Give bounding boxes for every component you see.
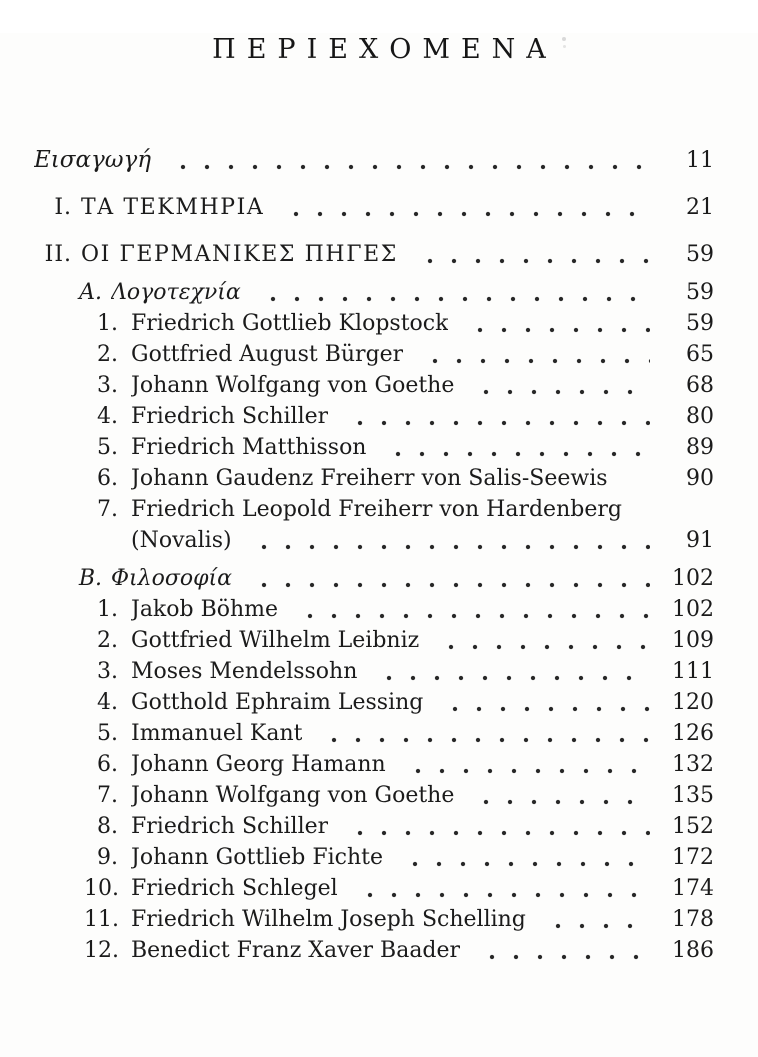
toc-entry-page-number: 89	[686, 435, 714, 460]
toc-entry-number: 1.	[97, 597, 118, 622]
toc-entry-number: 11.	[84, 907, 119, 932]
toc-entry-label: Gottfried August Bürger	[131, 342, 404, 367]
toc-entry-label: Immanuel Kant	[131, 721, 303, 746]
toc-entry-number: 2.	[97, 628, 118, 653]
toc-entry-page-number: 65	[686, 342, 714, 367]
toc-entry-number: 6.	[97, 752, 118, 777]
toc-entry-label: Λογοτεχνία	[111, 280, 241, 305]
toc-entry-page-number: 21	[686, 195, 714, 220]
toc-row-item	[0, 935, 758, 966]
toc-row-item	[0, 842, 758, 873]
toc-entry-page-number: 172	[672, 845, 714, 870]
toc-entry-page-number: 59	[686, 242, 714, 267]
toc-entry-page-number: 59	[686, 311, 714, 336]
toc-row-item	[0, 401, 758, 432]
toc-row-intro	[0, 145, 758, 176]
dot-leader	[246, 563, 650, 594]
toc-entry-page-number: 91	[686, 528, 714, 553]
toc-row-item	[0, 339, 758, 370]
toc-entry-page-number: 109	[672, 628, 714, 653]
dot-leader	[417, 339, 650, 370]
toc-entry-number: 6.	[97, 466, 118, 491]
dot-leader	[342, 811, 650, 842]
toc-row-item	[0, 494, 758, 525]
toc-entry-label: Φιλοσοφία	[111, 566, 232, 591]
toc-entry-page-number: 174	[672, 876, 714, 901]
toc-entry-label: Johann Georg Hamann	[131, 752, 386, 777]
toc-entry-label: Gotthold Ephraim Lessing	[131, 690, 424, 715]
toc-row-part	[0, 239, 758, 270]
toc-entry-label: Johann Gaudenz Freiherr von Salis-Seewis	[131, 466, 608, 491]
toc-entry-number: 1.	[97, 311, 118, 336]
toc-entry-page-number: 80	[686, 404, 714, 429]
toc-row-item	[0, 370, 758, 401]
dot-leader	[352, 873, 650, 904]
toc-entry-number: I.	[54, 195, 72, 220]
toc-entry-page-number: 102	[672, 597, 714, 622]
dot-leader	[462, 308, 650, 339]
toc-row-item	[0, 308, 758, 339]
toc-entry-number: 9.	[97, 845, 118, 870]
toc-row-item	[0, 687, 758, 718]
toc-entry-number: 5.	[97, 721, 118, 746]
toc-entry-page-number: 132	[672, 752, 714, 777]
toc-entry-page-number: 68	[686, 373, 714, 398]
toc-row-item	[0, 463, 758, 494]
toc-row-section	[0, 563, 758, 594]
toc-entry-label: (Novalis)	[131, 528, 232, 553]
toc-entry-label: Friedrich Wilhelm Joseph Schelling	[131, 907, 526, 932]
toc-entry-label: Gottfried Wilhelm Leibniz	[131, 628, 420, 653]
dot-leader	[371, 656, 650, 687]
toc-entry-label: ΤΑ ΤΕΚΜΗΡΙΑ	[81, 195, 265, 220]
toc-entry-number: 8.	[97, 814, 118, 839]
toc-entry-label: Εισαγωγή	[34, 147, 152, 173]
scan-speck	[563, 45, 566, 48]
dot-leader	[540, 904, 650, 935]
toc-entry-label: Benedict Franz Xaver Baader	[131, 938, 461, 963]
toc-row-continuation	[0, 525, 758, 556]
toc-entry-page-number: 11	[686, 148, 714, 173]
toc-entry-page-number: 102	[672, 566, 714, 591]
toc-entry-number: II.	[44, 242, 72, 267]
toc-row-item	[0, 749, 758, 780]
toc-row-item	[0, 432, 758, 463]
toc-row-item	[0, 594, 758, 625]
scan-speck	[562, 37, 566, 41]
toc-entry-number: 7.	[97, 497, 118, 522]
dot-leader	[278, 192, 650, 223]
toc-row-item	[0, 811, 758, 842]
toc-row-item	[0, 873, 758, 904]
toc-entry-number: 4.	[97, 690, 118, 715]
toc-entry-page-number: 59	[686, 280, 714, 305]
toc-row-item	[0, 718, 758, 749]
toc-entry-number: 2.	[97, 342, 118, 367]
toc-entry-page-number: 186	[672, 938, 714, 963]
toc-entry-label: Friedrich Leopold Freiherr von Hardenberg	[131, 497, 622, 522]
toc-entry-page-number: 178	[672, 907, 714, 932]
toc-entry-number: 7.	[97, 783, 118, 808]
toc-entry-number: 5.	[97, 435, 118, 460]
book-page	[0, 33, 758, 1057]
toc-entry-label: Johann Wolfgang von Goethe	[131, 783, 455, 808]
toc-entry-label: Friedrich Gottlieb Klopstock	[131, 311, 449, 336]
dot-leader	[165, 145, 650, 176]
toc-entry-label: Johann Wolfgang von Goethe	[131, 373, 455, 398]
toc-entry-number: Α.	[79, 280, 102, 305]
dot-leader	[246, 525, 650, 556]
dot-leader	[412, 239, 650, 270]
toc-entry-label: ΟΙ ΓΕΡΜΑΝΙΚΕΣ ΠΗΓΕΣ	[81, 242, 398, 267]
toc-entry-label: Friedrich Schiller	[131, 404, 329, 429]
dot-leader	[316, 718, 650, 749]
toc-entry-page-number: 126	[672, 721, 714, 746]
dot-leader	[468, 780, 650, 811]
toc-entry-number: 12.	[84, 938, 119, 963]
toc-entry-number: 3.	[97, 659, 118, 684]
dot-leader	[400, 749, 650, 780]
toc-entry-label: Friedrich Matthisson	[131, 435, 367, 460]
toc-row-item	[0, 904, 758, 935]
toc-row-section	[0, 277, 758, 308]
toc-row-item	[0, 780, 758, 811]
toc-entry-page-number: 120	[672, 690, 714, 715]
toc-row-part	[0, 192, 758, 223]
toc-list	[0, 145, 758, 966]
toc-entry-label: Johann Gottlieb Fichte	[131, 845, 384, 870]
dot-leader	[622, 463, 650, 494]
toc-entry-label: Friedrich Schlegel	[131, 876, 338, 901]
toc-row-item	[0, 625, 758, 656]
toc-entry-page-number: 90	[686, 466, 714, 491]
dot-leader	[292, 594, 650, 625]
toc-entry-number: 10.	[84, 876, 119, 901]
dot-leader	[433, 625, 650, 656]
dot-leader	[474, 935, 650, 966]
dot-leader	[437, 687, 650, 718]
dot-leader	[342, 401, 650, 432]
toc-entry-number: 4.	[97, 404, 118, 429]
page-title: ΠΕΡΙΕΧΟΜΕΝΑ	[212, 34, 557, 65]
toc-entry-number: Β.	[78, 566, 102, 591]
dot-leader	[255, 277, 650, 308]
toc-entry-label: Moses Mendelssohn	[131, 659, 358, 684]
toc-entry-page-number: 111	[672, 659, 714, 684]
dot-leader	[380, 432, 650, 463]
toc-entry-page-number: 152	[672, 814, 714, 839]
toc-entry-number: 3.	[97, 373, 118, 398]
toc-entry-label: Jakob Böhme	[131, 597, 279, 622]
toc-entry-page-number: 135	[672, 783, 714, 808]
dot-leader	[397, 842, 650, 873]
dot-leader	[468, 370, 650, 401]
toc-row-item	[0, 656, 758, 687]
toc-entry-label: Friedrich Schiller	[131, 814, 329, 839]
